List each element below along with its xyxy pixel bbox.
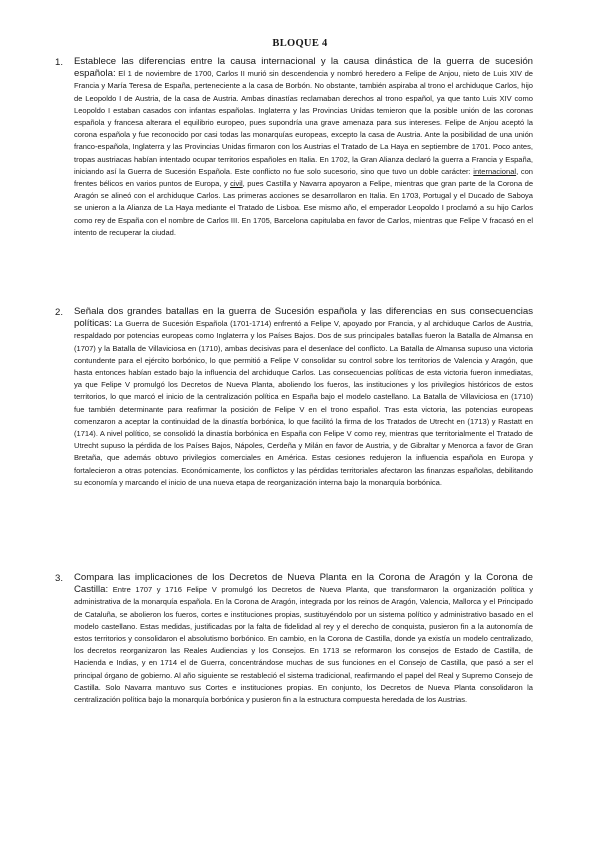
question-item-2	[55, 306, 533, 489]
item-number: 2.	[55, 307, 64, 318]
question-text: Establece las diferencias entre la causa internacional y la causa dinástica de la guerra de sucesión española:	[74, 56, 533, 80]
question-item-1	[55, 56, 533, 239]
question-item-3	[55, 572, 533, 706]
question-text: Compara las implicaciones de los Decretos de Nueva Planta en la Corona de Aragón y la Corona de Castilla:	[74, 572, 533, 596]
answer-text: La Guerra de Sucesión Española (1701-1714) enfrentó a Felipe V, apoyado por Francia, y al archiduque Carlos de Austria, respaldado por potencias europeas como Inglaterra y los Países Bajos. Dos de sus principales batallas fueron la Batalla de Almansa en (1707) y la Batalla de Villaviciosa en (1710), ambas decisivas para el desenlace del conflicto. La Batalla de Almansa supuso una victoria contundente para el ejército borbónico, lo que permitió a Felipe V consolidar su control sobre los territorios de Valencia y Aragón, que hasta entonces habían estado bajo la influencia del archiduque Carlos. Las consecuencias políticas de esta victoria fueron inmediatas, ya que Felipe V promulgó los Decretos de Nueva Planta, aboliendo los fueros, las instituciones y los privilegios históricos de estos territorios, lo que marcó el inicio de la centralización política en España bajo el modelo castellano. La Batalla de Villaviciosa en (1710) fue también determinante para reafirmar la posición de Felipe V en el trono español. Tras esta victoria, las potencias europeas comenzaron a aceptar la continuidad de la dinastía borbónica, lo que facilitó la firma de los Tratados de Utrecht en (1713) y Rastatt en (1714). A nivel político, se consolidó la dinastía borbónica en España con Felipe V como rey, mientras que territorialmente el Tratado de Utrecht supuso la pérdida de los Países Bajos, Nápoles, Cerdeña y Milán en favor de Austria, y de Gibraltar y Menorca a favor de Gran Bretaña, que además obtuvo privilegios comerciales en América. Estas cesiones redujeron la influencia española en Europa y fortalecieron a otras potencias. Económicamente, los conflictos y las pérdidas territoriales afectaron las finanzas españolas, debilitando su economía y marcando el inicio de una nueva etapa de reorganización interna bajo la monarquía borbónica.	[74, 319, 533, 487]
item-number: 3.	[55, 573, 64, 584]
item-body	[74, 572, 533, 706]
item-body	[74, 306, 533, 489]
page-title: BLOQUE 4	[272, 38, 328, 49]
item-body	[74, 56, 533, 239]
underlined-term-civil: civil	[230, 179, 243, 189]
answer-text: Entre 1707 y 1716 Felipe V promulgó los Decretos de Nueva Planta, que transformaron la organización política y administrativa de la monarquía española. En la Corona de Aragón, integrada por los reinos de Aragón, Valencia, Mallorca y el Principado de Cataluña, se abolieron los fueros, cortes e instituciones propias, sustituyéndolo por un sistema político y administrativo basado en el modelo castellano. Estas medidas, justificadas por la falta de fidelidad al rey y el derecho de conquista, pusieron fin a la autonomía de estos territorios y consolidaron el absolutismo borbónico. En cambio, en la Corona de Castilla, donde ya existía un modelo centralizado, los decretos reorganizaron las Reales Audiencias y los Consejos. En 1713 se reformaron los consejos de Estado de Castilla, de Hacienda e Indias, y en 1714 el de Guerra, concentrándose muchas de sus funciones en el Consejo de Castilla, que pasó a ser el principal órgano de gobierno. Al año siguiente se restableció el sistema tradicional, reafirmando el papel del Real y Supremo Consejo de Castilla. Solo Navarra mantuvo sus Cortes e instituciones propias. En conjunto, los Decretos de Nueva Planta consolidaron la centralización política bajo la monarquía borbónica y pusieron fin a la estructura compuesta heredada de los Austrias.	[74, 585, 533, 705]
underlined-term-internacional: internacional	[473, 166, 517, 176]
question-text: Señala dos grandes batallas en la guerra de Sucesión española y las diferencias en sus consecuencias políticas:	[74, 306, 533, 330]
answer-text: El 1 de noviembre de 1700, Carlos II murió sin descendencia y nombró heredero a Felipe de Anjou, nieto de Luis XIV de Francia y María Teresa de España, perteneciente a la casa de Borbón. No obstante, también aspiraba al trono el archiduque Carlos, hijo de Leopoldo I de Austria, de la casa de Austria. Ambas dinastías reclamaban derechos al trono español, ya que tanto Luis XIV como Leopoldo I estaban casados con infantas españolas. Inglaterra y las Provincias Unidas temieron que la posible unión de las coronas española y francesa alterara el equilibrio europeo, pues supondría una grave amenaza para sus intereses. Felipe de Anjou aceptó la corona española y fue reconocido por casi todas las monarquías europeas, excepto la casa de Austria. Ante la posibilidad de una unión franco-española, Inglaterra y las Provincias Unidas firmaron con los Austrias el Tratado de La Haya en septiembre de 1701. Poco antes, tropas austriacas habían intentado ocupar territorios españoles en Italia. En 1702, la Gran Alianza declaró la guerra a Francia y España, iniciando así la Guerra de Sucesión Española. Este conflicto no fue solo sucesorio, sino que tuvo un doble carácter:	[74, 69, 533, 176]
answer-text: , con frentes bélicos en varios puntos de Europa, y	[74, 166, 533, 189]
item-number: 1.	[55, 57, 64, 68]
answer-text: , pues Castilla y Navarra apoyaron a Felipe, mientras que gran parte de la Corona de Aragón se alineó con el archiduque Carlos. Las primeras acciones se desarrollaron en Italia. En 1703, Portugal y el Ducado de Saboya se unieron a la Alianza de La Haya mediante el Tratado de Lisboa. Ese mismo año, el emperador Leopoldo I proclamó a su hijo Carlos como rey de España con el nombre de Carlos III. En 1705, Barcelona capitulaba en favor de Carlos, mientras que Felipe V fracasó en el intento de recuperar la ciudad.	[74, 179, 534, 237]
